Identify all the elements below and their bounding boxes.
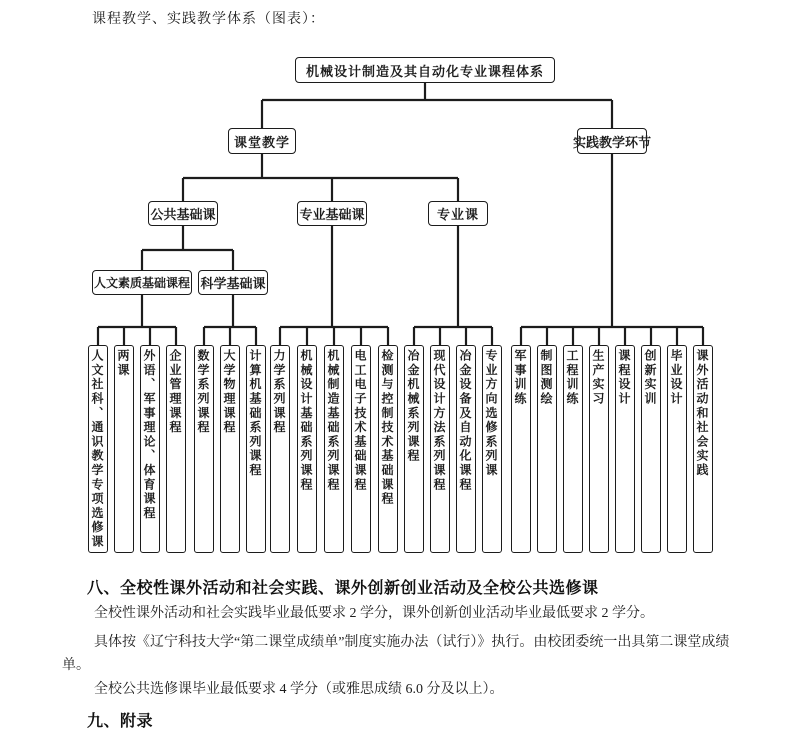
- section-heading-9: 九、附录: [87, 713, 154, 730]
- leaf-course: 毕业设计: [667, 345, 687, 553]
- node-humanities-basic-courses: 人文素质基础课程: [92, 270, 192, 295]
- leaf-course: 电工电子技术基础课程: [351, 345, 371, 553]
- leaf-course: 课程设计: [615, 345, 635, 553]
- leaf-course: 企业管理课程: [166, 345, 186, 553]
- leaf-course: 两课: [114, 345, 134, 553]
- node-classroom-teaching: 课堂教学: [228, 128, 296, 154]
- node-root: 机械设计制造及其自动化专业课程体系: [295, 57, 555, 83]
- leaf-course: 冶金设备及自动化课程: [456, 345, 476, 553]
- node-public-basic-courses: 公共基础课: [148, 201, 218, 226]
- leaf-course: 工程训练: [563, 345, 583, 553]
- leaf-course: 机械制造基础系列课程: [324, 345, 344, 553]
- leaf-course: 大学物理课程: [220, 345, 240, 553]
- paragraph: 全校公共选修课毕业最低要求 4 学分（或雅思成绩 6.0 分及以上）。: [94, 682, 504, 697]
- leaf-course: 制图测绘: [537, 345, 557, 553]
- node-practice-teaching: 实践教学环节: [577, 128, 647, 154]
- leaf-course: 现代设计方法系列课程: [430, 345, 450, 553]
- node-major-courses: 专业课: [428, 201, 488, 226]
- leaf-course: 计算机基础系列课程: [246, 345, 266, 553]
- node-major-basic-courses: 专业基础课: [297, 201, 367, 226]
- leaf-course: 力学系列课程: [270, 345, 290, 553]
- intro-text: 课程教学、实践教学体系（图表）：: [92, 12, 325, 27]
- leaf-course: 冶金机械系列课程: [404, 345, 424, 553]
- leaf-course: 数学系列课程: [194, 345, 214, 553]
- leaf-course: 课外活动和社会实践: [693, 345, 713, 553]
- leaf-course: 创新实训: [641, 345, 661, 553]
- paragraph: 具体按《辽宁科技大学“第二课堂成绩单”制度实施办法（试行）》执行。由校团委统一出具第二课堂成绩单。: [62, 635, 730, 673]
- leaf-course: 专业方向选修系列课: [482, 345, 502, 553]
- leaf-course: 检测与控制技术基础课程: [378, 345, 398, 553]
- leaf-course: 军事训练: [511, 345, 531, 553]
- leaf-course: 人文社科、通识教学专项选修课: [88, 345, 108, 553]
- node-science-basic-courses: 科学基础课: [198, 270, 268, 295]
- leaf-course: 机械设计基础系列课程: [297, 345, 317, 553]
- section-heading-8: 八、全校性课外活动和社会实践、课外创新创业活动及全校公共选修课: [87, 580, 599, 597]
- leaf-course: 外语、军事理论、体育课程: [140, 345, 160, 553]
- leaf-course: 生产实习: [589, 345, 609, 553]
- paragraph: 全校性课外活动和社会实践毕业最低要求 2 学分，课外创新创业活动毕业最低要求 2 学分。: [94, 606, 654, 621]
